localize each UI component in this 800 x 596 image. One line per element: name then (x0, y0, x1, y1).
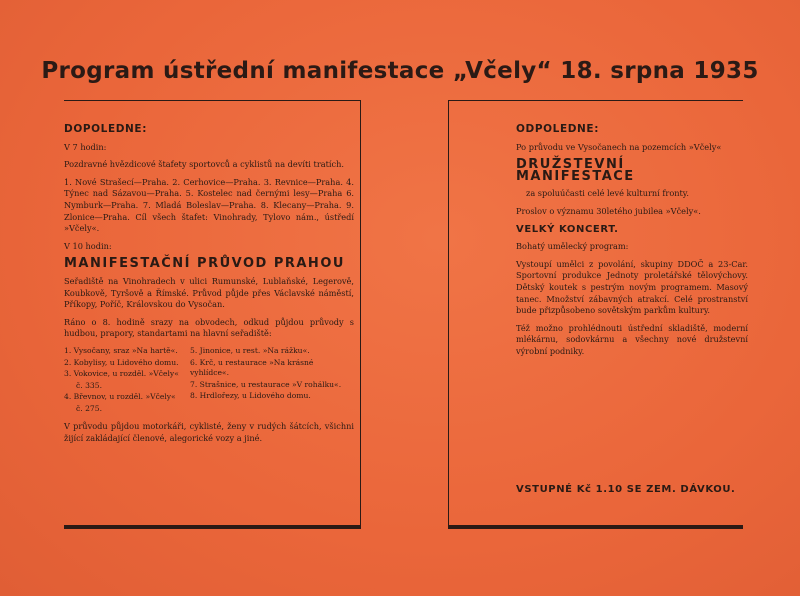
concert-heading: VELKÝ KONCERT. (516, 223, 619, 235)
meeting-points-right (190, 346, 354, 416)
list-item: 3. Vokovice, u rozděl. »Včely« (64, 369, 179, 379)
visit-text: Též možno prohlédnouti ústřední skladiště, moderní mlékárnu, sodovkárnu a všechny nové družstevní výrobní podniky. (516, 322, 748, 356)
list-item: 1. Vysočany, sraz »Na hartě«. (64, 345, 178, 355)
list-item: 5. Jinonice, u rest. »Na rážku«. (190, 345, 310, 355)
afternoon-column (516, 124, 748, 364)
march-heading: MANIFESTAČNÍ PRŮVOD PRAHOU (64, 256, 345, 272)
afternoon-heading: ODPOLEDNE: (516, 123, 600, 135)
cooperative-manifest-heading: DRUŽSTEVNÍ MANIFESTACE (516, 157, 635, 184)
morning-meeting-text: Ráno o 8. hodině srazy na obvodech, odkud půjdou průvody s hudbou, prapory, standartami na hlavní seřadiště: (64, 316, 354, 339)
program-label: Bohatý umělecký program: (516, 241, 629, 252)
speech-text: Proslov o významu 30letého jubilea »Včely«. (516, 205, 701, 216)
list-item: 2. Kobylisy, u Lidového domu. (64, 357, 179, 367)
list-item: č. 275. (76, 403, 102, 413)
march-participants: V průvodu půjdou motorkáři, cyklisté, ženy v rudých šátcích, všichni žijící zakládající členové, alegorické vozy a jiné. (64, 421, 354, 444)
afternoon-intro: Po průvodu ve Vysočanech na pozemcích »Včely« (516, 141, 722, 152)
list-item: 7. Strašnice, u restaurace »V rohálku«. (190, 379, 342, 389)
time-10: V 10 hodin: (64, 240, 112, 251)
time-7: V 7 hodin: (64, 141, 107, 152)
meeting-points-left (64, 346, 186, 416)
left-bottom-rule (64, 525, 361, 529)
relay-intro: Pozdravné hvězdicové štafety sportovců a cyklistů na devíti tratích. (64, 159, 344, 170)
assembly-text: Seřadiště na Vinohradech v ulici Rumunské, Lublaňské, Legerově, Koubkově, Tyršově a Římské. Průvod půjde přes Václavské náměstí, Příkopy, Poříč, Královskou do Vysočan. (64, 275, 354, 310)
list-item: 4. Břevnov, u rozděl. »Včely« (64, 392, 176, 402)
meeting-points (64, 346, 354, 416)
list-item: č. 335. (76, 380, 102, 390)
morning-heading: DOPOLEDNE: (64, 123, 148, 135)
participation-text: za spoluúčasti celé levé kulturní fronty. (526, 188, 689, 199)
poster-title: Program ústřední manifestace „Včely“ 18. srpna 1935 (41, 58, 759, 84)
morning-column (64, 124, 354, 451)
right-bottom-rule (448, 525, 743, 529)
relay-routes: 1. Nové Strašecí—Praha. 2. Cerhovice—Praha. 3. Revnice—Praha. 4. Týnec nad Sázavou—Praha. 5. Kostelec nad černými lesy—Praha 6. Nymburk—Praha. 7. Mladá Boleslav—Praha. 8. Klecany—Praha. 9. Zlonice—Praha. Cíl všech štafet: Vinohrady, Tylovo nám., ústředí »Včely«. (64, 176, 354, 234)
list-item: 8. Hrdlořezy, u Lidového domu. (190, 391, 311, 401)
performers-text: Vystoupí umělci z povolání, skupiny DDOČ a 23-Car. Sportovní produkce Jednoty proletářské tělovýchovy. Dětský koutek s pestrým novým programem. Masový tanec. Množství zábavných atrakcí. Celé prostranství bude přizpůsobeno sovětským parkům kultury. (516, 258, 748, 316)
list-item: 6. Krč, u restaurace »Na krásné vyhlídce«. (190, 357, 314, 378)
admission-price: VSTUPNÉ Kč 1.10 SE ZEM. DÁVKOU. (516, 484, 736, 495)
